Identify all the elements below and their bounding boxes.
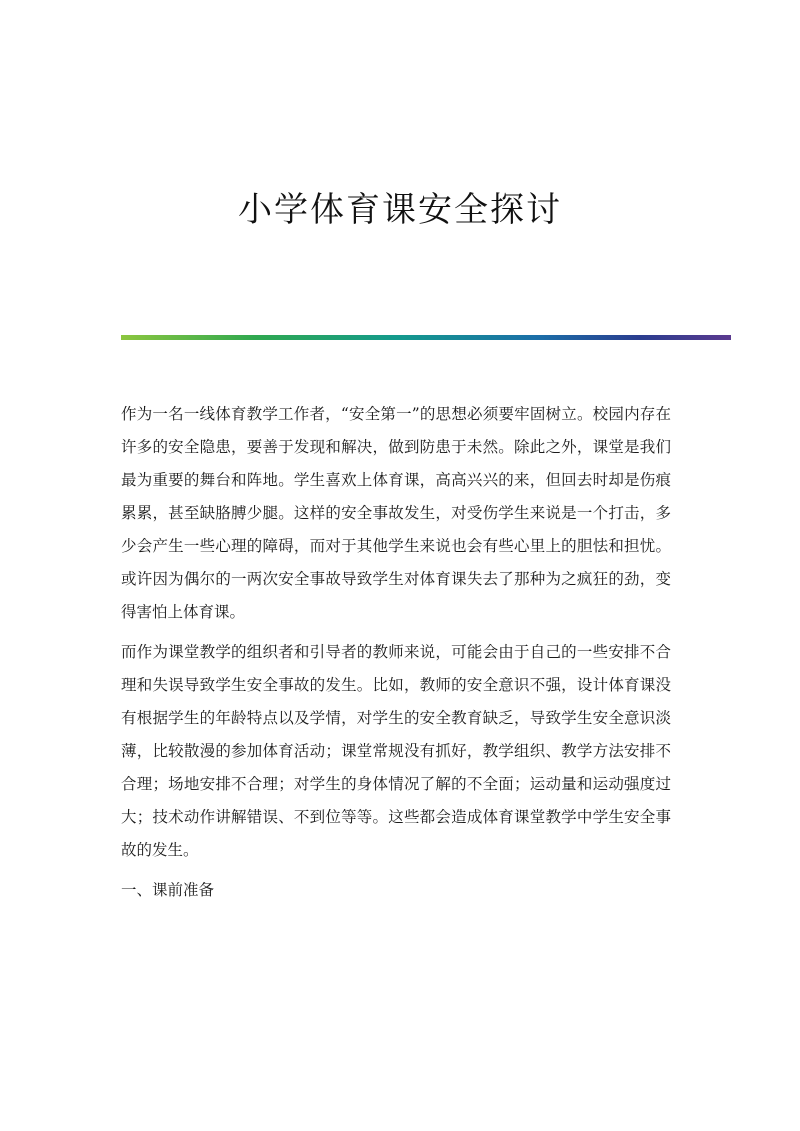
- paragraph-2: 而作为课堂教学的组织者和引导者的教师来说，可能会由于自己的一些安排不合理和失误导致学生安全事故的发生。比如，教师的安全意识不强，设计体育课没有根据学生的年龄特点以及学情，对学生的安全教育缺乏，导致学生安全意识淡薄，比较散漫的参加体育活动；课堂常规没有抓好，教学组织、教学方法安排不合理；场地安排不合理；对学生的身体情况了解的不全面；运动量和运动强度过大；技术动作讲解错误、不到位等等。这些都会造成体育课堂教学中学生安全事故的发生。: [121, 643, 671, 859]
- paragraph-1: 作为一名一线体育教学工作者，“安全第一”的思想必须要牢固树立。校园内存在许多的安全隐患，要善于发现和解决，做到防患于未然。除此之外，课堂是我们最为重要的舞台和阵地。学生喜欢上体育课，高高兴兴的来，但回去时却是伤痕累累，甚至缺胳膊少腿。这样的安全事故发生，对受伤学生来说是一个打击，多少会产生一些心理的障碍，而对于其他学生来说也会有些心里上的胆怯和担忧。或许因为偶尔的一两次安全事故导致学生对体育课失去了那种为之疯狂的劲，变得害怕上体育课。: [121, 405, 671, 621]
- document-body: [121, 398, 671, 914]
- section-heading: 一、课前准备: [121, 881, 215, 899]
- title-divider: [121, 335, 731, 340]
- page-title: 小学体育课安全探讨: [238, 190, 562, 230]
